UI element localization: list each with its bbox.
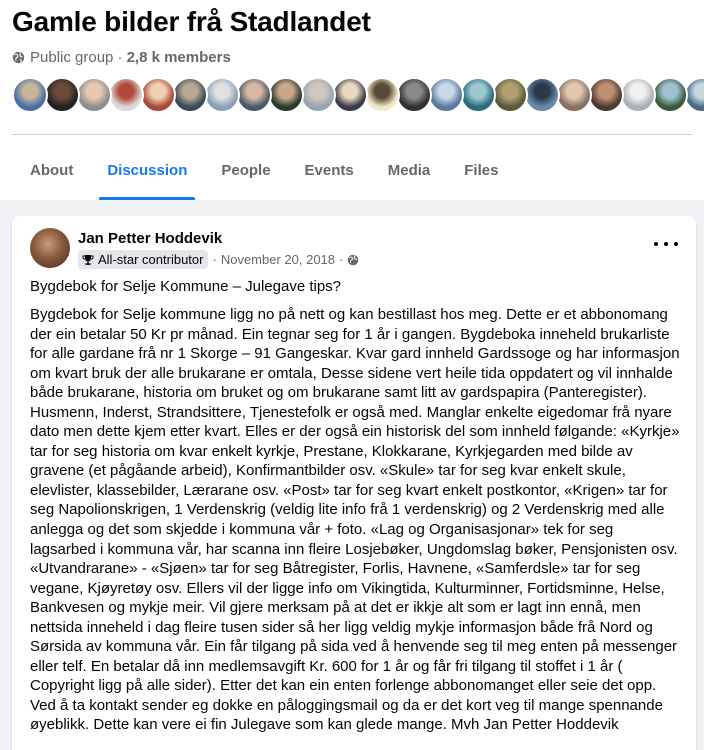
dot-icon — [664, 242, 668, 246]
member-avatar[interactable] — [76, 77, 112, 113]
tab-media[interactable]: Media — [387, 162, 431, 179]
member-avatar[interactable] — [300, 77, 336, 113]
divider — [12, 134, 692, 135]
member-avatar[interactable] — [492, 77, 528, 113]
badge-label: All-star contributor — [98, 252, 204, 267]
member-avatar[interactable] — [364, 77, 400, 113]
author-name[interactable]: Jan Petter Hoddevik — [78, 230, 223, 247]
member-avatar[interactable] — [172, 77, 208, 113]
tab-people[interactable]: People — [221, 162, 271, 179]
globe-icon — [12, 51, 25, 64]
more-options-button[interactable] — [654, 236, 678, 252]
member-avatar[interactable] — [396, 77, 432, 113]
globe-icon — [347, 254, 359, 266]
member-avatar[interactable] — [652, 77, 688, 113]
separator: · — [212, 252, 217, 267]
member-avatar[interactable] — [588, 77, 624, 113]
dot-icon — [674, 242, 678, 246]
member-avatar[interactable] — [204, 77, 240, 113]
trophy-icon — [82, 254, 94, 266]
group-meta — [12, 49, 231, 66]
member-count[interactable]: 2,8 k members — [126, 49, 231, 66]
privacy-label: Public group · — [30, 49, 123, 66]
post-date[interactable]: November 20, 2018 — [220, 252, 336, 267]
member-avatar[interactable] — [268, 77, 304, 113]
member-avatars — [12, 77, 704, 113]
tab-about[interactable]: About — [30, 162, 74, 179]
dot-icon — [654, 242, 658, 246]
group-tabs — [12, 148, 515, 200]
post-card — [12, 216, 696, 750]
member-avatar[interactable] — [524, 77, 560, 113]
member-avatar[interactable] — [460, 77, 496, 113]
member-avatar[interactable] — [620, 77, 656, 113]
post-meta — [78, 250, 359, 269]
member-avatar[interactable] — [140, 77, 176, 113]
tab-discussion[interactable]: Discussion — [90, 148, 204, 200]
tab-events[interactable]: Events — [304, 162, 354, 179]
tab-files[interactable]: Files — [464, 162, 499, 179]
member-avatar[interactable] — [44, 77, 80, 113]
member-avatar[interactable] — [108, 77, 144, 113]
group-title[interactable]: Gamle bilder frå Stadlandet — [12, 6, 371, 37]
author-avatar[interactable] — [30, 228, 70, 268]
member-avatar[interactable] — [12, 77, 48, 113]
post-title: Bygdebok for Selje Kommune – Julegave tips? — [30, 278, 342, 295]
member-avatar[interactable] — [428, 77, 464, 113]
post-body: Bygdebok for Selje kommune ligg no på nett og kan bestillast hos meg. Dette er et abbonomang der ein betalar 50 Kr pr månad. Ein tegnar seg for 1 år i gangen. Bygdeboka inneheld brukarliste for alle gardane frå nr 1 Skorge – 91 Gangeskar. Kvar gard innheld Gardssoge og har informasjon om kvart bruk der alle brukarane er omtala, Desse sidene vert heile tida oppdatert og vil innhalde både brukarane, historia om bruket og om brukarane samt litt av gardspapira (Panteregister). Husmenn, Inderst, Strandsittere, Tjenestefolk er også med. Manglar enkelte eigedomar frå nyare dato men dette kjem etter kvart. Elles er der også ein historisk del som innheld følgande: «Kyrkje» tar for seg historia om kvar enkelt kyrkje, Prestane, Klokkarane, Kyrkjegarden med bilde av gravene (et pågåande arbeid), Konfirmantbilder osv. «Skule» tar for seg kvar enkelt skule, elevlister, klassebilder, Lærarane osv. «Post» tar for seg kvart enkelt postkontor, «Krigen» tar for seg Napolionskrigen, 1 Verdenskrig (veldig lite info frå 1 verdenskrig) og 2 Verdenskrig med alle anlegga og det som skjedde i kommuna vår + foto. «Lag og Organisasjonar» tek for seg lagsarbed i kommuna vår, har scanna inn fleire Losjebøker, Ungdomslag bøker, Pensjonisten osv. «Utvandrarane» - «Sjøen» tar for seg Båtregister, Forlis, Havnene, «Samferdsle» tar for seg vegane, Kjøyretøy osv. Ellers vil der ligge info om Vikingtida, Kulturminner, Fortidsminne, Helse, Bankvesen og mykje meir. Vil gjere merksam på at det er ikkje alt som er lagt inn ennå, men nettsida inneheld i dag fleire tusen sider så her ligg veldig mykje informasjon både frå Nord og Sørsida av kommuna vår. Ein får tilgang på sida ved å henvende seg til meg enten på messenger eller telf. En betalar då inn medlemsavgift Kr. 600 for 1 år og får fri tilgang til stoffet i 1 år ( Copyright ligg på alle sider). Etter det kan ein enten forlenge abbonomanget eller seie det opp. Ved å ta kontakt sender eg dokke en påloggingsmail og da er det kort veg til mange spennande øyeblikk. Dette kan vere ei fin Julegave som kan glede mange. Mvh Jan Petter Hoddevik — [30, 306, 680, 734]
member-avatar[interactable] — [556, 77, 592, 113]
separator: · — [339, 252, 344, 267]
member-avatar[interactable] — [236, 77, 272, 113]
group-header — [0, 0, 704, 200]
all-star-badge[interactable] — [78, 250, 208, 269]
member-avatar[interactable] — [332, 77, 368, 113]
